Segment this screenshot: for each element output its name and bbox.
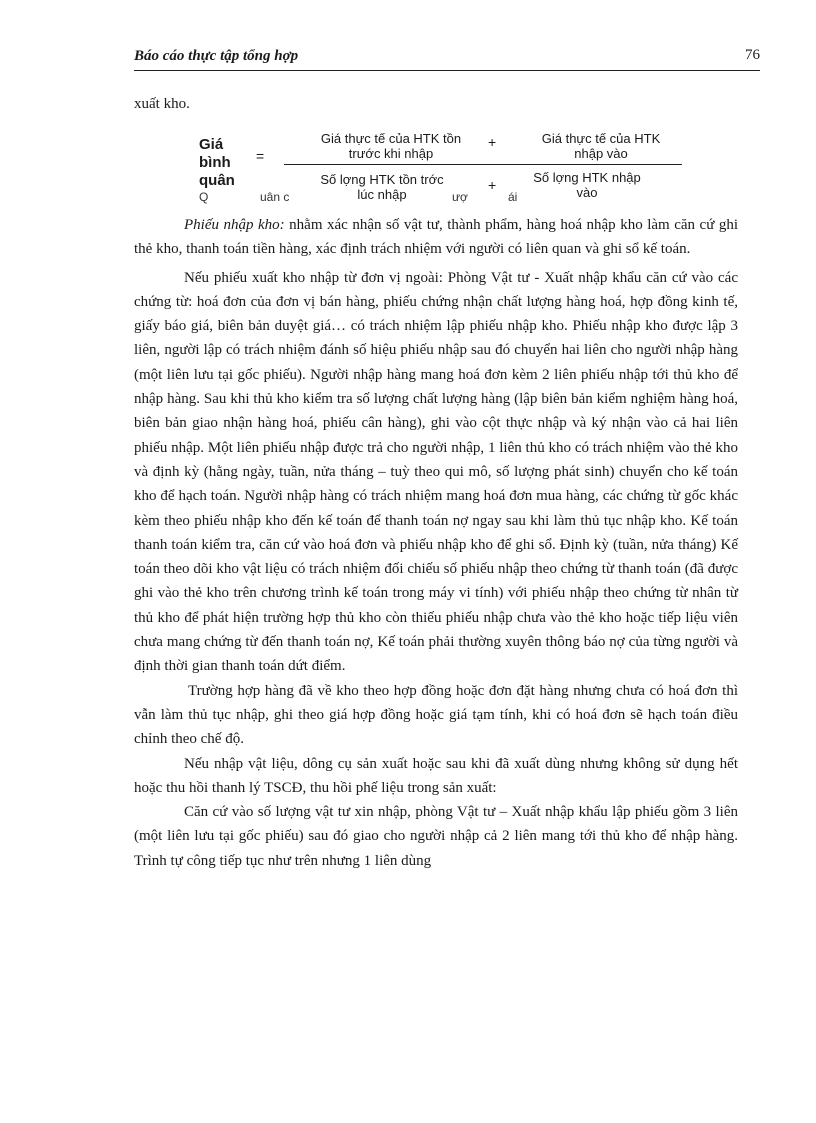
page-header	[134, 48, 760, 71]
remnant-fragment: ượ	[452, 190, 468, 204]
fraction-bar	[284, 164, 682, 165]
average-price-formula	[196, 128, 696, 204]
formula-label	[199, 136, 235, 190]
paragraph: Nếu nhập vật liệu, dông cụ sản xuất hoặc sau khi đã xuất dùng nhưng không sử dụng hết hoặc thu hồi thanh lý TSCĐ, thu hồi phế liệu trong sản xuất:	[134, 755, 738, 796]
formula-remnant-text	[196, 190, 596, 206]
header-title: Báo cáo thực tập tổng hợp	[134, 48, 299, 64]
page-number: 76	[745, 47, 760, 63]
numerator-right: Giá thực tế của HTK nhập vào	[541, 131, 661, 161]
paragraph: Căn cứ vào số lượng vật tư xin nhập, phòng Vật tư – Xuất nhập khẩu lập phiếu gồm 3 liên (một liên lưu tại gốc phiếu) sau đó giao cho người nhập cả 2 liên mang tới thủ kho để nhập hàng. Trình tự công tiếp tục như trên nhưng 1 liên dùng	[134, 804, 738, 869]
denominator-left: Số lợng HTK tồn trớc lúc nhập	[320, 172, 444, 202]
paragraph-text: nhằm xác nhận số vật tư, thành phẩm, hàng hoá nhập kho làm căn cứ ghi thẻ kho, thanh toán tiền hàng, xác định trách nhiệm với người có liên quan và ghi sổ kế toán.	[134, 217, 738, 258]
remnant-fragment: uân c	[260, 190, 290, 204]
paragraph-lead: Phiếu nhập kho:	[184, 217, 285, 233]
remnant-fragment: ái	[508, 190, 518, 204]
paragraph-phieu-nhap-kho	[134, 213, 738, 262]
paragraph: Nếu phiếu xuất kho nhập từ đơn vị ngoài: Phòng Vật tư - Xuất nhập khẩu căn cứ vào các chứng từ: hoá đơn của đơn vị bán hàng, phiếu chứng nhận chất lượng hàng hoá, hợp đồng kinh tế, giấy báo giá, biên bản duyệt giá… có trách nhiệm lập phiếu nhập kho. Phiếu nhập kho được lập 3 liên, người lập có trách nhiệm đánh số hiệu phiếu nhập sau đó chuyển hai liên cho người nhập hàng (một liên lưu tại gốc phiếu). Người nhập hàng mang hoá đơn kèm 2 liên phiếu nhập tới thủ kho để nhập hàng. Sau khi thủ kho kiểm tra số lượng chất lượng hàng (lập biên bản kiểm nghiệm hàng hoá, biên bản giao nhận hàng hoá, phiếu cân hàng), ghi vào cột thực nhập và ký nhận vào cả hai liên phiếu nhập. Một liên phiếu nhập được trả cho người nhập, 1 liên thủ kho có trách nhiệm vào thẻ kho và định kỳ (hằng ngày, tuần, nửa tháng – tuỳ theo qui mô, số lượng phát sinh) chuyển cho kế toán kho để hạch toán. Người nhập hàng có trách nhiệm mang hoá đơn mua hàng, các chứng từ gốc khác kèm theo phiếu nhập kho đến kế toán để thanh toán nợ ngay sau khi làm thủ tục nhập kho. Kế toán thanh toán kiểm tra, căn cứ vào hoá đơn và phiếu nhập kho để ghi sổ. Định kỳ (tuần, nửa tháng) Kế toán theo dõi kho vật liệu có trách nhiệm đối chiếu số phiếu nhập theo chứng từ thanh toán (đã được ghi vào thẻ kho trên chương trình kế toán trong máy vi tính) với phiếu nhập theo chứng từ nhân từ thủ kho để phát hiện trường hợp thủ kho còn thiếu phiếu nhập chưa vào thẻ kho hoặc tiếp liệu viên chưa mang chứng từ đến thanh toán nợ, Kế toán phải thường xuyên thông báo nợ của từng người và định thời gian thanh toán dứt điểm.	[134, 269, 738, 675]
intro-line-block	[134, 92, 738, 116]
paragraph: Trường hợp hàng đã về kho theo hợp đồng hoặc đơn đặt hàng nhưng chưa có hoá đơn thì vẫn làm thủ tục nhập, ghi theo giá hợp đồng hoặc giá tạm tính, khi có hoá đơn sẽ hạch toán điều chỉnh theo chế độ.	[134, 682, 738, 748]
intro-line: xuất kho.	[134, 96, 190, 112]
numerator-plus: +	[488, 134, 497, 150]
numerator-left: Giá thực tế của HTK tồn trước khi nhập	[320, 131, 462, 161]
body-text	[134, 213, 738, 873]
remnant-fragment: Q	[199, 190, 209, 204]
formula-label-line: bình	[199, 154, 231, 171]
denominator-right: Số lợng HTK nhập vào	[533, 170, 641, 200]
formula-equals: =	[256, 148, 265, 164]
denominator-plus: +	[488, 177, 497, 193]
formula-label-line: Giá	[199, 136, 224, 153]
formula-label-line: quân	[199, 172, 235, 189]
